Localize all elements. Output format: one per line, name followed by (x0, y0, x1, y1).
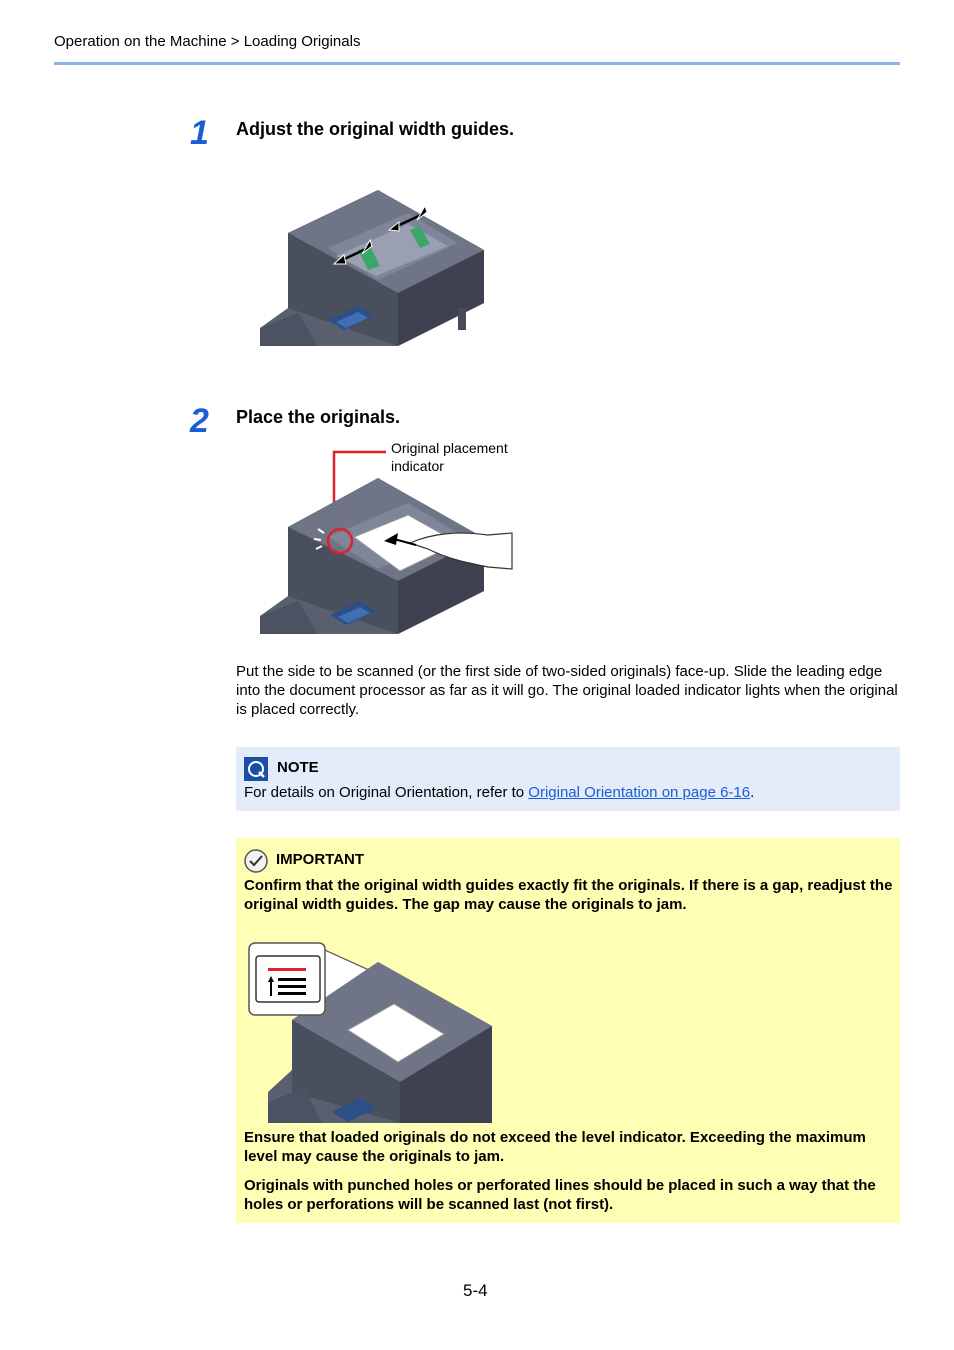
figure-width-guides (258, 188, 488, 348)
breadcrumb: Operation on the Machine > Loading Originals (54, 33, 361, 50)
important-para-3: Originals with punched holes or perforated lines should be placed in such a way that the holes or perforations will be scanned last (not first). (244, 1177, 876, 1213)
note-box (236, 747, 900, 811)
body-paragraph: Put the side to be scanned (or the first side of two-sided originals) face-up. Slide the leading edge into the document processor as far as it will go. The original loaded indicator lights when the original is placed correctly. (236, 663, 898, 718)
max-level-mark (268, 968, 306, 971)
note-text: For details on Original Orientation, refer to Original Orientation on page 6-16. (244, 784, 755, 801)
callout-label: Original placement indicator (391, 440, 508, 474)
step-1-number: 1 (190, 114, 209, 152)
figure-place-originals (258, 445, 514, 635)
important-para-1: Confirm that the original width guides exactly fit the originals. If there is a gap, readjust the original width guides. The gap may cause the originals to jam. (244, 877, 893, 913)
page-number: 5-4 (463, 1281, 488, 1300)
important-box (236, 838, 900, 1223)
header-rule (54, 62, 900, 65)
step-2-title: Place the originals. (236, 407, 401, 427)
figure-level-indicator (248, 942, 493, 1124)
step-2-number: 2 (190, 402, 209, 440)
important-heading: IMPORTANT (276, 851, 365, 868)
note-icon (244, 757, 268, 781)
step-1-title: Adjust the original width guides. (236, 119, 514, 139)
important-para-2: Ensure that loaded originals do not exceed the level indicator. Exceeding the maximum level may cause the originals to jam. (244, 1129, 866, 1165)
note-heading: NOTE (277, 759, 319, 776)
original-orientation-link[interactable]: Original Orientation on page 6-16 (528, 784, 751, 801)
checkmark-icon (244, 849, 268, 873)
